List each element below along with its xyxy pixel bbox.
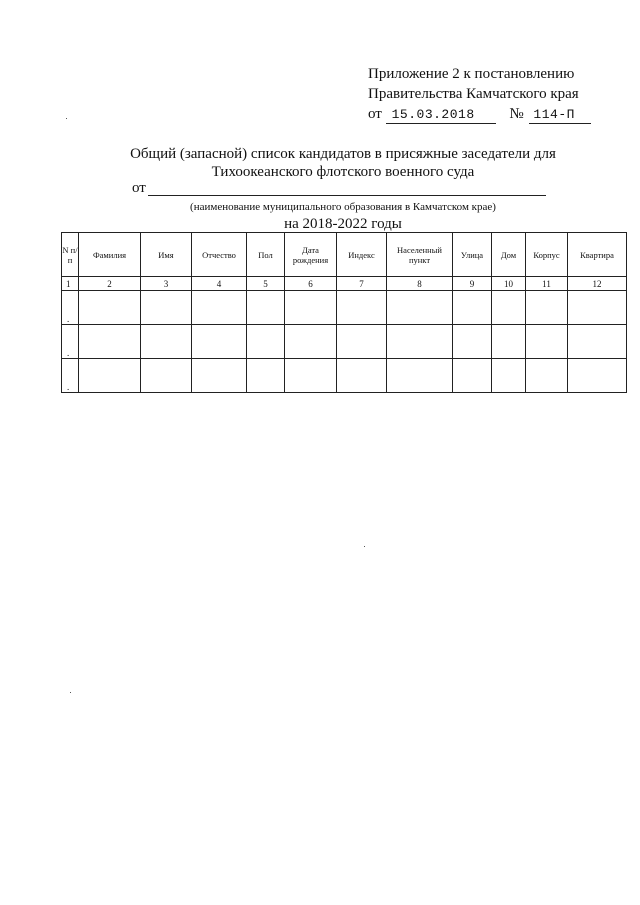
table-cell — [568, 291, 627, 325]
table-cell — [526, 325, 568, 359]
header-cell: N п/ п — [62, 233, 79, 277]
column-number: 4 — [192, 277, 247, 291]
title-line-2: Тихоокеанского флотского военного суда — [211, 164, 475, 180]
table-header-row — [62, 233, 627, 277]
column-number: 12 — [568, 277, 627, 291]
table-cell — [492, 359, 526, 393]
header-cell: Пол — [247, 233, 285, 277]
table-cell — [141, 325, 192, 359]
header-cell: Индекс — [337, 233, 387, 277]
table-cell — [192, 359, 247, 393]
table-row — [62, 325, 627, 359]
table-cell — [79, 291, 141, 325]
header-cell: Фамилия — [79, 233, 141, 277]
table-cell — [247, 325, 285, 359]
table-cell — [141, 291, 192, 325]
column-number: 10 — [492, 277, 526, 291]
table-cell — [492, 325, 526, 359]
candidates-table — [61, 232, 627, 393]
table-cell — [387, 359, 453, 393]
scan-speck — [66, 118, 67, 119]
column-number: 3 — [141, 277, 192, 291]
title-line-1: Общий (запасной) список кандидатов в присяжные заседатели для — [130, 146, 556, 162]
column-number-row — [62, 277, 627, 291]
table-cell — [568, 325, 627, 359]
appendix-line-1: Приложение 2 к постановлению — [368, 66, 575, 82]
appendix-block — [368, 64, 591, 124]
table-cell — [337, 291, 387, 325]
appendix-from-label: от — [368, 106, 382, 122]
table-cell — [285, 325, 337, 359]
scan-speck — [364, 546, 365, 547]
column-number: 2 — [79, 277, 141, 291]
table-cell — [247, 291, 285, 325]
row-marker: . — [62, 291, 79, 325]
table-cell — [387, 325, 453, 359]
scan-speck — [70, 692, 71, 693]
header-cell: Отчество — [192, 233, 247, 277]
header-cell: Дата рождения — [285, 233, 337, 277]
table-cell — [285, 359, 337, 393]
table-cell — [337, 325, 387, 359]
table-row — [62, 291, 627, 325]
row-marker: . — [62, 359, 79, 393]
appendix-date-row — [368, 104, 591, 124]
table-cell — [568, 359, 627, 393]
table-cell — [247, 359, 285, 393]
column-number: 6 — [285, 277, 337, 291]
appendix-number: 114-П — [529, 107, 591, 124]
municipality-hint: (наименование муниципального образования в Камчатском крае) — [190, 201, 496, 213]
table-cell — [387, 291, 453, 325]
from-label: от — [132, 180, 146, 196]
table-cell — [192, 291, 247, 325]
column-number: 1 — [62, 277, 79, 291]
table-cell — [453, 325, 492, 359]
table-cell — [79, 359, 141, 393]
municipality-fill-line — [148, 195, 546, 196]
header-cell: Дом — [492, 233, 526, 277]
column-number: 7 — [337, 277, 387, 291]
table-cell — [192, 325, 247, 359]
appendix-number-label: № — [509, 106, 524, 122]
table-cell — [285, 291, 337, 325]
table-cell — [79, 325, 141, 359]
appendix-line-2: Правительства Камчатского края — [368, 86, 579, 102]
document-title — [60, 145, 626, 181]
table-cell — [141, 359, 192, 393]
header-cell: Населенный пункт — [387, 233, 453, 277]
column-number: 11 — [526, 277, 568, 291]
appendix-date: 15.03.2018 — [386, 107, 496, 124]
column-number: 8 — [387, 277, 453, 291]
table-cell — [526, 291, 568, 325]
row-marker: . — [62, 325, 79, 359]
table-cell — [526, 359, 568, 393]
period-label: на 2018-2022 годы — [284, 216, 402, 232]
header-cell: Имя — [141, 233, 192, 277]
header-cell: Корпус — [526, 233, 568, 277]
column-number: 9 — [453, 277, 492, 291]
header-cell: Улица — [453, 233, 492, 277]
table-cell — [453, 291, 492, 325]
table-row — [62, 359, 627, 393]
table-cell — [337, 359, 387, 393]
table-cell — [492, 291, 526, 325]
table-cell — [453, 359, 492, 393]
column-number: 5 — [247, 277, 285, 291]
header-cell: Квартира — [568, 233, 627, 277]
